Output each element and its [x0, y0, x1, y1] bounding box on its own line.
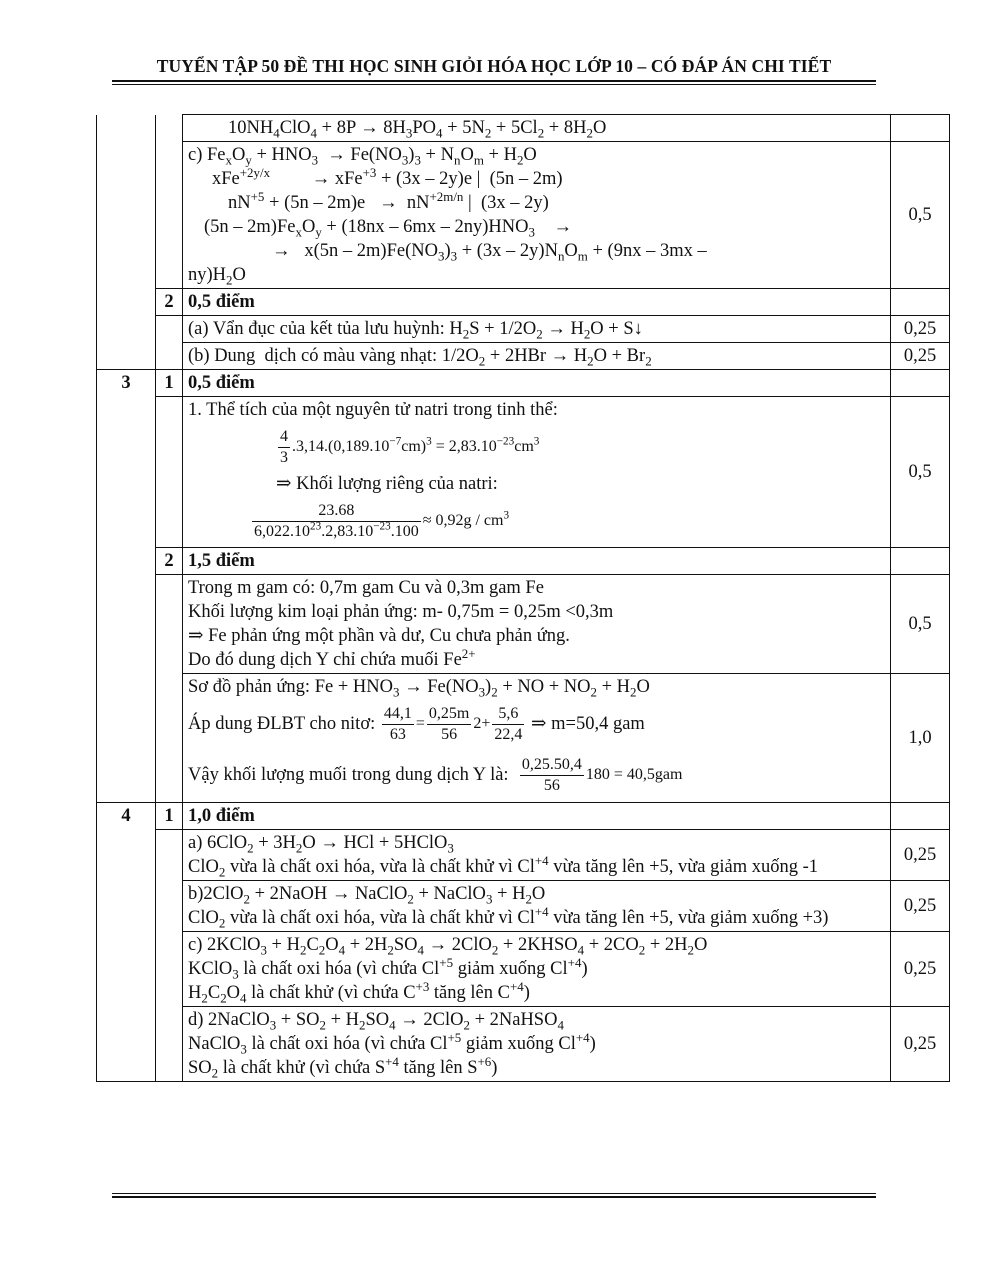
- text-line: d) 2NaClO$_3$ + $SO_2 + H_2SO_4 \to 2ClO_2$ + 2NaHSO$_4$: [188, 1010, 564, 1033]
- row-equation-a: [97, 115, 950, 142]
- score-cell: 0,25: [891, 343, 950, 370]
- text-line: c) $Fe_xO_y + HNO_3 \to Fe(NO_3)_3 + N_nO_m + H_2O$: [188, 145, 537, 168]
- text-line: KClO$_3$ là chất oxi hóa (vì chứa $Cl^{+5}$ giảm xuống $Cl^{+4}$): [188, 954, 588, 982]
- content-cell: $10NH_4ClO_4 + 8P \to 8H_3PO_4 + 5N_2 + 5Cl_2 + 8H_2O$: [183, 115, 891, 142]
- part-number: 1: [156, 370, 183, 397]
- text-line: → $x(5n - 2m)Fe(NO_3)_3 + (3x - 2y)N_nO_m + (9nx - 3mx$ –: [272, 241, 707, 264]
- page-header-title: TUYỂN TẬP 50 ĐỀ THI HỌC SINH GIỎI HÓA HỌC LỚP 10 – CÓ ĐÁP ÁN CHI TIẾT: [156, 56, 832, 76]
- part-cell: [156, 115, 183, 142]
- header-rule: [112, 80, 876, 82]
- text-line: ⇒ Khối lượng riêng của natri:: [276, 474, 498, 494]
- fraction: $\frac{44,1}{63}$: [383, 704, 412, 743]
- row-nitrogen-balance: [97, 674, 950, 803]
- text-line: Khối lượng kim loại phản ứng: m- 0,75m = 0,25m <0,3m: [188, 602, 614, 622]
- score-cell: 0,25: [891, 932, 950, 1007]
- fraction: $\frac{4}{3}$: [280, 427, 288, 466]
- text-line: $ny)H_2O$: [188, 265, 246, 288]
- text-line: $SO_2$ là chất khử (vì chứa $S^{+4}$ tăng lên $S^{+6}$): [188, 1053, 498, 1081]
- content-cell: [183, 142, 891, 289]
- fraction: $\frac{5,6}{22,4}$: [494, 704, 523, 743]
- content-cell: [183, 881, 891, 932]
- row-question-3: [97, 370, 950, 397]
- score-cell: 0,5: [891, 575, 950, 674]
- text-line: b)2ClO$_2$ + 2NaOH → NaClO$_2$ + NaClO$_3$ + $H_2O$: [188, 884, 546, 907]
- row-section-2: [97, 289, 950, 316]
- part-number: 2: [156, 289, 183, 316]
- footer-rule: [112, 1193, 876, 1194]
- fraction: $\frac{23.68}{6,022.10^{23}.2,83.10^{-23}.100}$: [254, 501, 419, 540]
- row-question-4: [97, 803, 950, 830]
- text-line: Do đó dung dịch Y chỉ chứa muối $Fe^{2+}$: [188, 645, 476, 670]
- part-number: 1: [156, 803, 183, 830]
- score-cell: 0,25: [891, 881, 950, 932]
- score-cell: 0,25: [891, 830, 950, 881]
- density-formula: $\frac{23.68}{6,022.10^{23}.2,83.10^{-23}.100}$ ≈ $0,92g / cm^3$: [254, 501, 510, 540]
- content-cell: [183, 397, 891, 548]
- score-cell: 0,5: [891, 142, 950, 289]
- row-clo2-b: [97, 881, 950, 932]
- text-line: Trong m gam có: 0,7m gam Cu và 0,3m gam Fe: [188, 578, 544, 598]
- content-cell: [183, 932, 891, 1007]
- header-rule-thin: [112, 84, 876, 85]
- text-line: ClO$_2$ vừa là chất oxi hóa, vừa là chất khử vì $Cl^{+4}$ vừa tăng lên +5, vừa giảm xuống -1: [188, 852, 819, 880]
- solution-table: [96, 114, 950, 1082]
- row-sodium-density: [97, 397, 950, 548]
- content-cell: [183, 830, 891, 881]
- row-redox-c: [97, 142, 950, 289]
- score-cell: 0,25: [891, 1007, 950, 1082]
- content-cell: [183, 1007, 891, 1082]
- section-points: 0,5 điểm: [183, 370, 891, 397]
- section-points: 0,5 điểm: [183, 289, 891, 316]
- text-line: $H_2C_2O_4$ là chất khử (vì chứa $C^{+3}$ tăng lên $C^{+4}$): [188, 978, 530, 1006]
- question-number: 3: [97, 370, 156, 397]
- score-cell: 1,0: [891, 674, 950, 803]
- part-number: 2: [156, 548, 183, 575]
- row-reaction-a: [97, 316, 950, 343]
- text-line: $nN^{+5} + (5n - 2m)e \to nN^{+2m/n}$ | (3x – 2y): [228, 188, 549, 213]
- content-cell: (b) Dung dịch có màu vàng nhạt: $1/2O_2 + 2HBr \to H_2O + Br_2$: [183, 343, 891, 370]
- question-number: 4: [97, 803, 156, 830]
- text-line: Sơ đồ phản ứng: $Fe + HNO_3 \to Fe(NO_3)_2$ + NO + $NO_2 + H_2O$: [188, 677, 650, 700]
- content-cell: [183, 674, 891, 803]
- row-kclo3-c: [97, 932, 950, 1007]
- text-line: ⇒ Fe phản ứng một phần và dư, Cu chưa phản ứng.: [188, 626, 570, 646]
- balance-formula: Áp dung ĐLBT cho nitơ: $\frac{44,1}{63}$ = $\frac{0,25m}{56}$ 2+ $\frac{5,6}{22,4}$ ⇒ m=50,4 gam: [188, 704, 645, 743]
- text-line: c) 2KClO$_3$ + $H_2C_2O_4 + 2H_2SO_4 \to 2ClO_2$ + $2KHSO_4 + 2CO_2 + 2H_2O$: [188, 935, 708, 958]
- text-line: $(5n - 2m)Fe_xO_y + (18nx - 6mx - 2ny)HNO_3$ →: [204, 217, 572, 240]
- fraction: $\frac{0,25m}{56}$: [428, 704, 470, 743]
- text-line: xFe$^{+2y/x}$ → xFe$^{+3}$ + (3x – 2y)e | (5n – 2m): [212, 164, 563, 189]
- salt-mass-formula: Vậy khối lượng muối trong dung dịch Y là: $\frac{0,25.50,4}{56}$ 180 = 40,5gam: [188, 755, 683, 794]
- content-cell: [183, 575, 891, 674]
- score-cell: 0,5: [891, 397, 950, 548]
- fraction: $\frac{0,25.50,4}{56}$: [521, 755, 582, 794]
- score-cell: [891, 115, 950, 142]
- question-cell: [97, 115, 156, 142]
- row-section-2b: [97, 548, 950, 575]
- text-line: NaClO$_3$ là chất oxi hóa (vì chứa $Cl^{+5}$ giảm xuống $Cl^{+4}$): [188, 1029, 596, 1057]
- row-clo2-a: [97, 830, 950, 881]
- score-cell: 0,25: [891, 316, 950, 343]
- section-points: 1,0 điểm: [183, 803, 891, 830]
- section-points: 1,5 điểm: [183, 548, 891, 575]
- footer-rule-thick: [112, 1196, 876, 1198]
- text-line: a) $6ClO_2 + 3H_2O$ → HCl + 5HClO$_3$: [188, 833, 454, 856]
- text-line: ClO$_2$ vừa là chất oxi hóa, vừa là chất khử vì $Cl^{+4}$ vừa tăng lên +5, vừa giảm xuống +3): [188, 903, 829, 931]
- row-reaction-b: [97, 343, 950, 370]
- row-naclo3-d: [97, 1007, 950, 1082]
- text-line: 1. Thể tích của một nguyên tử natri trong tinh thể:: [188, 400, 558, 420]
- row-mass-analysis: [97, 575, 950, 674]
- content-cell: (a) Vẩn đục của kết tủa lưu huỳnh: $H_2S + 1/2O_2 \to H_2O$ + S↓: [183, 316, 891, 343]
- volume-formula: $\frac{4}{3}$ $.3,14.(0,189.10^{-7}cm)^3 = 2,83.10^{-23}cm^3$: [280, 427, 540, 466]
